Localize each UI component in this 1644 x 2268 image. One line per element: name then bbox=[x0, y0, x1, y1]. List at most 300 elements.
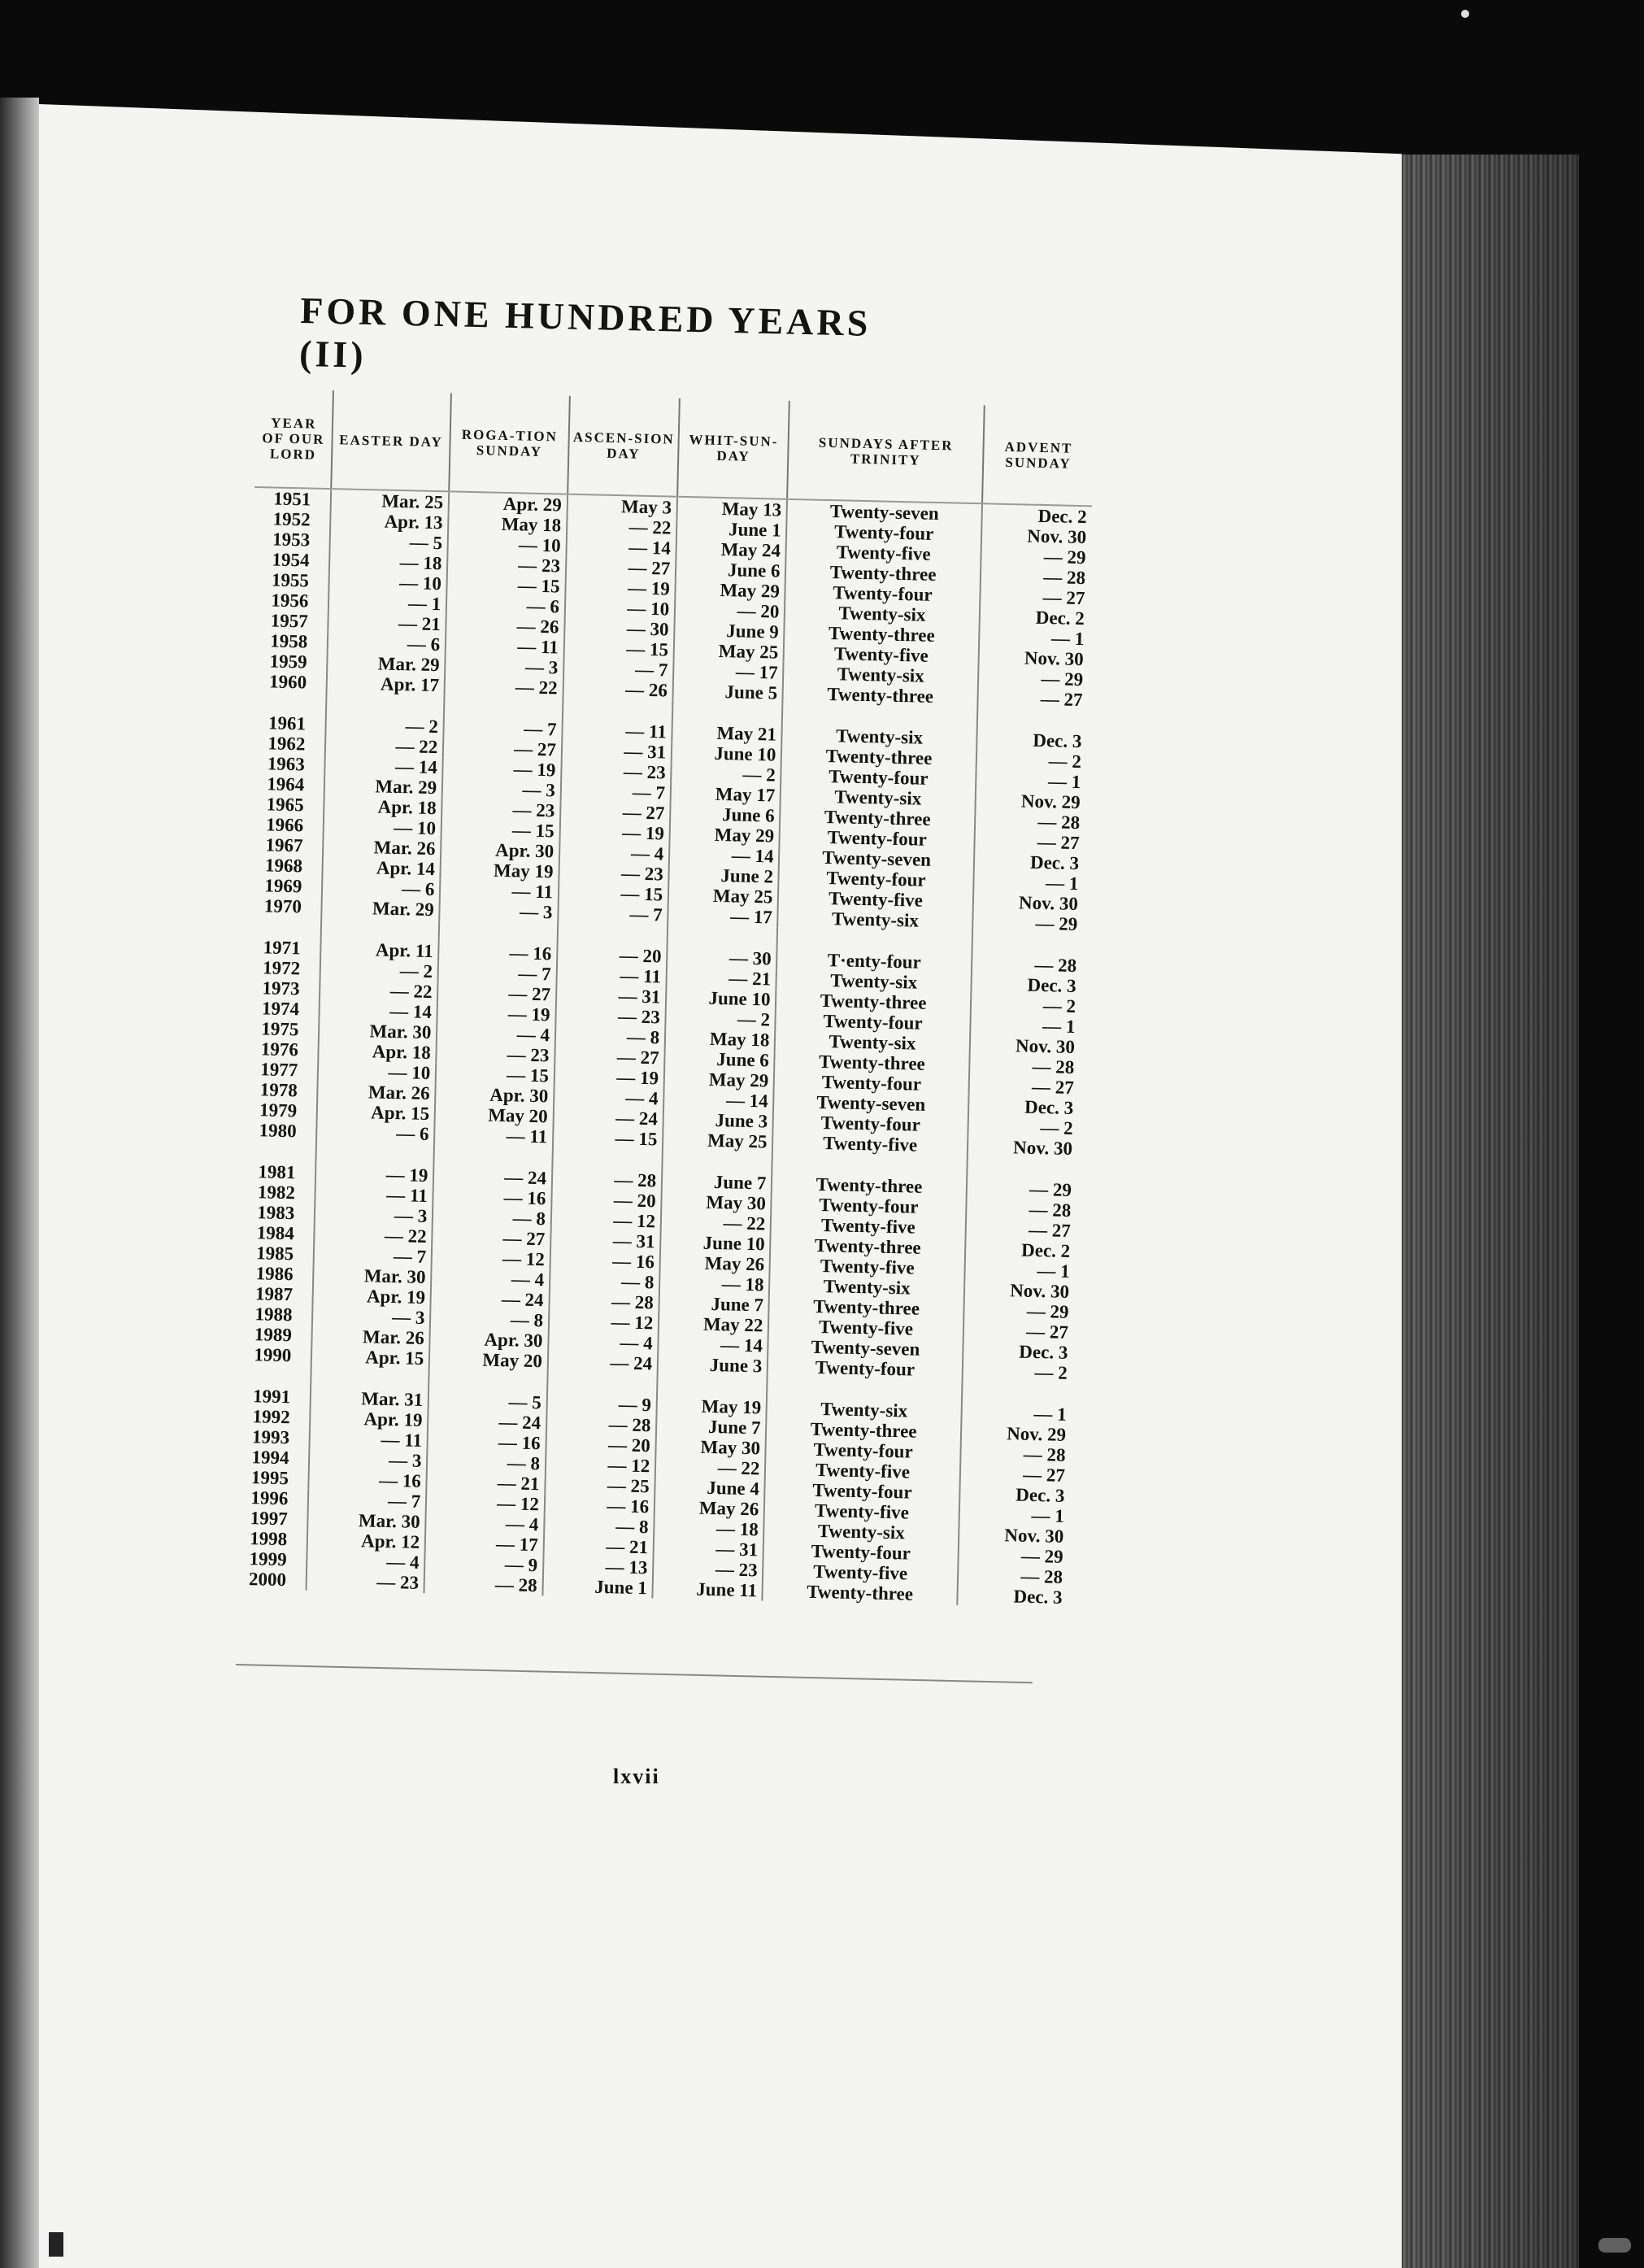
cell-year: 1966 bbox=[265, 814, 304, 836]
cell-rogation: — 23 bbox=[447, 553, 566, 576]
cell-ascension: — 4 bbox=[559, 842, 670, 864]
cell-rogation: — 12 bbox=[426, 1491, 545, 1514]
cell-trinity: Twenty-six bbox=[776, 969, 972, 994]
cell-year: 1970 bbox=[263, 895, 302, 917]
cell-year: 1968 bbox=[264, 855, 303, 877]
cell-ascension: — 12 bbox=[546, 1453, 656, 1476]
cell-whitsun: — 2 bbox=[671, 763, 781, 786]
cell-advent: — 29 bbox=[963, 1299, 1074, 1322]
cell-ascension: — 11 bbox=[562, 699, 672, 742]
cell-rogation: — 4 bbox=[431, 1267, 550, 1290]
cell-rogation: — 11 bbox=[440, 879, 559, 902]
cell-easter: — 1 bbox=[328, 591, 446, 614]
cell-year: 1984 bbox=[256, 1222, 295, 1244]
cell-whitsun: June 10 bbox=[672, 742, 782, 765]
cell-ascension: — 10 bbox=[565, 597, 676, 620]
cell-advent: Nov. 30 bbox=[981, 525, 1092, 547]
cell-year: 1953 bbox=[272, 529, 311, 551]
cell-year: 1988 bbox=[254, 1304, 293, 1326]
cell-easter: Mar. 30 bbox=[307, 1509, 426, 1532]
cell-year: 1969 bbox=[264, 875, 302, 897]
cell-easter: Apr. 19 bbox=[312, 1285, 431, 1308]
cell-rogation: Apr. 29 bbox=[449, 491, 568, 515]
cell-advent: — 27 bbox=[980, 586, 1090, 608]
cell-easter: — 19 bbox=[315, 1142, 434, 1186]
cell-rogation: — 23 bbox=[441, 798, 560, 821]
cell-advent: — 28 bbox=[975, 810, 1085, 833]
cell-easter: — 2 bbox=[325, 693, 445, 737]
column-header-rogation: ROGA-TION SUNDAY bbox=[449, 393, 569, 494]
cell-year: 1957 bbox=[270, 610, 309, 632]
cell-advent: — 2 bbox=[970, 994, 1081, 1016]
cell-trinity: Twenty-four bbox=[779, 867, 974, 891]
cell-advent: Dec. 3 bbox=[976, 707, 1087, 751]
cell-trinity: Twenty-three bbox=[785, 622, 980, 646]
cell-ascension: — 23 bbox=[555, 1005, 666, 1028]
cell-whitsun: — 14 bbox=[663, 1089, 774, 1112]
cell-ascension: — 27 bbox=[560, 801, 671, 824]
cell-easter: Mar. 29 bbox=[327, 652, 446, 675]
cell-advent: Dec. 2 bbox=[965, 1238, 1076, 1261]
cell-rogation: — 8 bbox=[433, 1206, 551, 1229]
cell-advent: Nov. 30 bbox=[978, 646, 1089, 669]
cell-whitsun: May 22 bbox=[659, 1313, 769, 1336]
cell-easter: Mar. 31 bbox=[310, 1366, 429, 1410]
cell-whitsun: — 17 bbox=[673, 660, 784, 683]
cell-easter: Mar. 30 bbox=[313, 1265, 432, 1287]
cell-trinity: Twenty-four bbox=[786, 520, 981, 545]
cell-advent: Dec. 3 bbox=[957, 1585, 1068, 1608]
cell-trinity: Twenty-three bbox=[763, 1580, 958, 1604]
cell-whitsun: — 2 bbox=[665, 1008, 776, 1030]
cell-advent: Nov. 30 bbox=[964, 1279, 1075, 1302]
cell-easter: Mar. 26 bbox=[323, 836, 441, 859]
cell-year: 1978 bbox=[259, 1079, 298, 1101]
cell-year: 1980 bbox=[259, 1120, 297, 1142]
cell-advent: — 2 bbox=[962, 1360, 1072, 1383]
cell-ascension: — 24 bbox=[548, 1351, 659, 1373]
cell-trinity: Twenty-seven bbox=[779, 847, 974, 871]
cell-advent: Nov. 30 bbox=[972, 891, 1083, 914]
cell-whitsun: May 30 bbox=[656, 1435, 767, 1458]
cell-easter: — 10 bbox=[317, 1060, 436, 1083]
cell-rogation: — 4 bbox=[437, 1022, 555, 1045]
cell-whitsun: May 24 bbox=[676, 538, 787, 561]
cell-year: 1987 bbox=[254, 1283, 294, 1305]
cell-whitsun: May 29 bbox=[675, 579, 785, 602]
cell-easter: — 3 bbox=[309, 1448, 428, 1471]
column-header-easter: EASTER DAY bbox=[331, 390, 451, 491]
cell-year: 1977 bbox=[260, 1059, 298, 1081]
cell-trinity: Twenty-three bbox=[783, 683, 978, 707]
cell-easter: — 5 bbox=[329, 530, 448, 553]
cell-rogation: — 15 bbox=[447, 573, 566, 596]
cell-easter: — 23 bbox=[306, 1570, 424, 1593]
cell-advent: — 29 bbox=[972, 912, 1083, 934]
cell-ascension: — 31 bbox=[550, 1229, 661, 1252]
cell-trinity: Twenty-five bbox=[770, 1255, 965, 1279]
cell-year: 1963 bbox=[267, 753, 306, 775]
cell-easter: — 10 bbox=[328, 571, 447, 594]
cell-advent: Nov. 30 bbox=[959, 1524, 1069, 1547]
cell-trinity: Twenty-three bbox=[769, 1295, 964, 1320]
cell-easter: Apr. 12 bbox=[307, 1530, 425, 1552]
cell-whitsun: May 30 bbox=[661, 1191, 772, 1214]
cell-ascension: — 7 bbox=[563, 658, 674, 681]
cell-trinity: Twenty-three bbox=[772, 1152, 967, 1198]
cell-rogation: — 11 bbox=[446, 634, 564, 657]
cell-trinity: Twenty-six bbox=[778, 908, 973, 932]
cell-rogation: — 21 bbox=[427, 1471, 546, 1494]
cell-whitsun: — 18 bbox=[654, 1517, 764, 1539]
cell-year: 1958 bbox=[270, 630, 308, 652]
cell-advent: — 27 bbox=[977, 687, 1088, 710]
cell-year: 1983 bbox=[257, 1202, 295, 1224]
cell-trinity: Twenty-three bbox=[780, 806, 975, 830]
cell-rogation: — 24 bbox=[431, 1287, 550, 1310]
cell-ascension: — 19 bbox=[559, 821, 670, 844]
cell-year: 1960 bbox=[268, 671, 307, 693]
cell-trinity: Twenty-five bbox=[768, 1316, 963, 1340]
cell-year: 1993 bbox=[251, 1426, 290, 1448]
cell-year: 1994 bbox=[251, 1447, 289, 1469]
cell-whitsun: May 29 bbox=[664, 1069, 775, 1091]
cell-rogation: — 27 bbox=[437, 982, 556, 1004]
cell-ascension: — 22 bbox=[567, 516, 677, 538]
cell-advent: — 27 bbox=[963, 1320, 1073, 1343]
cell-year: 1964 bbox=[267, 773, 305, 795]
cell-ascension: — 16 bbox=[545, 1494, 655, 1517]
cell-ascension: — 8 bbox=[555, 1025, 666, 1048]
cell-whitsun: — 20 bbox=[675, 599, 785, 622]
cell-year: 1952 bbox=[272, 508, 311, 530]
cell-easter: — 6 bbox=[316, 1121, 435, 1144]
cell-whitsun: June 2 bbox=[668, 864, 779, 887]
cell-whitsun: — 31 bbox=[654, 1537, 764, 1560]
cell-rogation: — 8 bbox=[430, 1308, 549, 1330]
cell-year: 1989 bbox=[254, 1324, 293, 1346]
cell-whitsun: May 13 bbox=[677, 497, 788, 520]
cell-rogation: — 15 bbox=[436, 1063, 555, 1086]
cell-easter: — 4 bbox=[307, 1550, 425, 1573]
cell-ascension: — 16 bbox=[550, 1249, 660, 1272]
cell-whitsun: — 14 bbox=[669, 844, 780, 867]
cell-ascension: — 30 bbox=[564, 617, 675, 640]
cell-trinity: Twenty-five bbox=[786, 541, 981, 565]
cell-trinity: Twenty-four bbox=[785, 581, 981, 606]
cell-year: 1971 bbox=[263, 937, 302, 959]
cell-advent: — 1 bbox=[959, 1504, 1069, 1526]
cell-trinity: Twenty-four bbox=[768, 1356, 963, 1381]
cell-whitsun: June 11 bbox=[653, 1578, 763, 1600]
cell-year: 1967 bbox=[265, 834, 303, 856]
scan-speck bbox=[1461, 10, 1469, 18]
cell-trinity: Twenty-six bbox=[782, 703, 977, 749]
cell-whitsun: June 6 bbox=[676, 559, 786, 581]
cell-rogation: — 7 bbox=[444, 695, 563, 739]
cell-easter: Apr. 13 bbox=[330, 510, 449, 533]
cell-trinity: Twenty-six bbox=[785, 602, 980, 626]
cell-advent: — 28 bbox=[966, 1198, 1076, 1221]
cell-advent: — 28 bbox=[960, 1443, 1071, 1465]
cell-rogation: — 17 bbox=[425, 1532, 544, 1555]
cell-trinity: Twenty-five bbox=[771, 1214, 966, 1238]
cell-easter: Mar. 30 bbox=[318, 1020, 437, 1043]
cell-easter: — 6 bbox=[327, 632, 446, 655]
cell-easter: — 22 bbox=[314, 1224, 433, 1247]
scan-artifact bbox=[1598, 2238, 1631, 2253]
cell-ascension: — 27 bbox=[566, 556, 676, 579]
cell-year: 1976 bbox=[260, 1038, 299, 1060]
cell-advent: Nov. 30 bbox=[969, 1034, 1080, 1057]
cell-advent: Dec. 2 bbox=[981, 503, 1092, 527]
cell-rogation: — 24 bbox=[433, 1144, 553, 1188]
cell-ascension: — 20 bbox=[557, 923, 668, 967]
cell-rogation: — 9 bbox=[424, 1552, 543, 1575]
cell-easter: Mar. 26 bbox=[311, 1326, 430, 1348]
column-header-trinity: SUNDAYS AFTER TRINITY bbox=[788, 401, 985, 503]
cell-ascension: — 11 bbox=[556, 964, 667, 987]
cell-whitsun: May 29 bbox=[670, 824, 781, 847]
cell-year: 1996 bbox=[250, 1487, 289, 1509]
cell-year: 1981 bbox=[258, 1161, 296, 1183]
cell-year: 1985 bbox=[255, 1243, 294, 1265]
cell-ascension: May 3 bbox=[568, 494, 678, 518]
cell-whitsun: June 6 bbox=[664, 1048, 775, 1071]
cell-ascension: — 7 bbox=[561, 781, 672, 803]
cell-easter: — 6 bbox=[321, 877, 440, 899]
cell-rogation: May 20 bbox=[435, 1104, 554, 1126]
cell-easter: — 7 bbox=[313, 1244, 432, 1267]
cell-whitsun: — 23 bbox=[653, 1557, 763, 1580]
cell-whitsun: June 6 bbox=[670, 803, 781, 826]
cell-easter: — 3 bbox=[314, 1204, 433, 1226]
cell-ascension: — 26 bbox=[563, 678, 673, 701]
cell-whitsun: June 7 bbox=[656, 1415, 767, 1438]
cell-advent: — 28 bbox=[958, 1565, 1068, 1587]
cell-trinity: Twenty-seven bbox=[768, 1336, 963, 1360]
cell-ascension: — 15 bbox=[559, 882, 669, 905]
cell-rogation: — 4 bbox=[425, 1512, 544, 1534]
cell-ascension: — 12 bbox=[551, 1208, 662, 1231]
cell-trinity: Twenty-five bbox=[784, 642, 979, 667]
cell-year: 1998 bbox=[249, 1528, 288, 1550]
cell-rogation: Apr. 30 bbox=[430, 1328, 549, 1351]
cell-rogation: — 16 bbox=[438, 920, 558, 964]
cell-ascension: — 19 bbox=[555, 1066, 665, 1089]
cell-advent: — 1 bbox=[970, 1014, 1081, 1037]
cell-trinity: Twenty-five bbox=[764, 1500, 959, 1524]
cell-advent: — 1 bbox=[979, 626, 1089, 649]
cell-whitsun: June 10 bbox=[666, 987, 776, 1010]
cell-ascension: — 31 bbox=[556, 985, 667, 1008]
cell-whitsun: May 25 bbox=[668, 885, 779, 908]
cell-year: 1972 bbox=[262, 957, 301, 979]
cell-advent: Nov. 29 bbox=[961, 1422, 1072, 1445]
cell-rogation: — 16 bbox=[433, 1186, 552, 1208]
cell-rogation: Apr. 30 bbox=[435, 1083, 554, 1106]
cell-year: 1995 bbox=[250, 1467, 289, 1489]
cell-advent: Dec. 2 bbox=[979, 606, 1089, 629]
column-header-whitsun: WHIT-SUN-DAY bbox=[677, 398, 789, 499]
cell-whitsun: June 1 bbox=[676, 518, 787, 541]
cell-trinity: Twenty-seven bbox=[787, 499, 982, 525]
cell-year: 1999 bbox=[249, 1548, 287, 1570]
cell-trinity: Twenty-six bbox=[781, 786, 976, 810]
cell-whitsun: June 10 bbox=[660, 1232, 771, 1255]
cell-trinity: Twenty-six bbox=[767, 1377, 962, 1422]
cell-ascension: — 23 bbox=[561, 760, 672, 783]
cell-easter: — 14 bbox=[319, 999, 437, 1022]
cell-rogation: Apr. 30 bbox=[441, 838, 559, 861]
cell-year: 1956 bbox=[271, 590, 309, 612]
cell-ascension: — 31 bbox=[562, 740, 672, 763]
cell-trinity: Twenty-five bbox=[765, 1459, 960, 1483]
cell-ascension: — 20 bbox=[546, 1433, 656, 1456]
cell-year: 1962 bbox=[267, 733, 306, 755]
cell-whitsun: — 21 bbox=[667, 967, 777, 990]
cell-ascension: — 4 bbox=[548, 1330, 659, 1353]
cell-ascension: — 7 bbox=[558, 903, 668, 925]
cell-easter: Apr. 11 bbox=[320, 917, 440, 961]
cell-advent: — 28 bbox=[969, 1055, 1080, 1077]
cell-whitsun: — 14 bbox=[658, 1334, 768, 1356]
cell-easter: — 14 bbox=[324, 755, 443, 777]
cell-whitsun: June 9 bbox=[674, 620, 785, 642]
cell-whitsun: June 3 bbox=[663, 1109, 774, 1132]
cell-trinity: Twenty-four bbox=[774, 1071, 969, 1095]
cell-ascension: — 4 bbox=[554, 1086, 664, 1109]
cell-easter: Apr. 18 bbox=[318, 1040, 437, 1063]
cell-rogation: — 19 bbox=[437, 1002, 556, 1025]
cell-ascension: — 19 bbox=[565, 577, 676, 599]
cell-year: 1974 bbox=[261, 998, 300, 1020]
cell-ascension: — 9 bbox=[546, 1371, 657, 1415]
cell-rogation: — 3 bbox=[440, 899, 559, 922]
cell-whitsun: June 7 bbox=[662, 1150, 772, 1194]
cell-advent: Nov. 30 bbox=[968, 1136, 1078, 1159]
cell-advent: — 1 bbox=[973, 871, 1084, 894]
cell-year: 1954 bbox=[272, 549, 310, 571]
cell-whitsun: May 26 bbox=[655, 1496, 765, 1519]
cell-trinity: Twenty-three bbox=[785, 561, 981, 586]
cell-whitsun: May 21 bbox=[672, 701, 782, 745]
cell-trinity: Twenty-three bbox=[776, 990, 971, 1014]
cell-ascension: — 28 bbox=[552, 1147, 663, 1191]
cell-trinity: Twenty-three bbox=[770, 1234, 965, 1259]
binding-edge bbox=[0, 98, 39, 2268]
cell-ascension: — 28 bbox=[546, 1413, 657, 1435]
movable-feasts-table bbox=[230, 389, 1094, 1608]
cell-rogation: — 3 bbox=[442, 777, 561, 800]
cell-easter: — 21 bbox=[328, 612, 446, 634]
cell-easter: — 2 bbox=[320, 959, 438, 982]
cell-advent: — 2 bbox=[976, 749, 1086, 772]
cell-advent: — 29 bbox=[966, 1156, 1076, 1200]
cell-whitsun: May 25 bbox=[663, 1130, 773, 1152]
cell-easter: — 3 bbox=[312, 1305, 431, 1328]
cell-rogation: — 6 bbox=[446, 594, 565, 616]
cell-year: 1965 bbox=[266, 794, 304, 816]
cell-year: 1975 bbox=[261, 1018, 299, 1040]
cell-ascension: — 8 bbox=[550, 1269, 660, 1292]
cell-easter: — 16 bbox=[308, 1469, 427, 1491]
cell-rogation: — 19 bbox=[442, 757, 561, 780]
cell-rogation: — 27 bbox=[432, 1226, 550, 1249]
cell-advent: — 29 bbox=[978, 667, 1089, 690]
cell-year: 1951 bbox=[272, 488, 311, 510]
cell-rogation: — 5 bbox=[428, 1369, 548, 1413]
cell-whitsun: May 17 bbox=[671, 783, 781, 806]
cell-trinity: Twenty-four bbox=[776, 1010, 971, 1034]
cell-trinity: Twenty-four bbox=[772, 1194, 967, 1218]
cell-easter: Apr. 19 bbox=[310, 1408, 428, 1430]
cell-ascension: — 13 bbox=[543, 1555, 654, 1578]
cell-year: 1979 bbox=[259, 1099, 298, 1121]
cell-whitsun: May 19 bbox=[657, 1373, 768, 1417]
column-header-year: YEAR OF OUR LORD bbox=[254, 389, 333, 489]
cell-easter: — 7 bbox=[307, 1489, 426, 1512]
cell-trinity: Twenty-six bbox=[783, 663, 978, 687]
cell-easter: — 11 bbox=[315, 1183, 433, 1206]
column-header-ascension: ASCEN-SION DAY bbox=[568, 396, 680, 497]
cell-easter: Apr. 15 bbox=[316, 1101, 435, 1124]
cell-ascension: — 15 bbox=[553, 1127, 663, 1150]
cell-whitsun: — 18 bbox=[659, 1273, 770, 1295]
cell-rogation: — 7 bbox=[438, 961, 557, 984]
cell-advent: — 1 bbox=[961, 1381, 1072, 1425]
cell-year: 1990 bbox=[254, 1344, 292, 1366]
cell-easter: Mar. 26 bbox=[317, 1081, 436, 1104]
cell-easter: Mar. 29 bbox=[324, 775, 442, 798]
cell-trinity: Twenty-five bbox=[772, 1132, 968, 1156]
cell-rogation: — 26 bbox=[446, 614, 564, 637]
cell-rogation: May 19 bbox=[441, 859, 559, 882]
cell-year: 1955 bbox=[271, 569, 310, 591]
cell-trinity: Twenty-seven bbox=[773, 1091, 968, 1116]
cell-easter: Apr. 17 bbox=[326, 673, 445, 695]
cell-trinity: T·enty-four bbox=[776, 928, 972, 973]
cell-advent: Dec. 3 bbox=[971, 973, 1081, 996]
cell-whitsun: June 3 bbox=[658, 1353, 768, 1376]
cell-trinity: Twenty-three bbox=[766, 1418, 961, 1443]
cell-advent: — 27 bbox=[968, 1075, 1079, 1098]
column-header-advent: ADVENT SUNDAY bbox=[982, 405, 1094, 506]
cell-whitsun: May 26 bbox=[660, 1252, 771, 1275]
cell-trinity: Twenty-four bbox=[773, 1112, 968, 1136]
cell-whitsun: May 18 bbox=[665, 1028, 776, 1051]
cell-year: 1982 bbox=[257, 1182, 296, 1204]
cell-rogation: — 23 bbox=[437, 1043, 555, 1065]
cell-rogation: — 12 bbox=[432, 1247, 550, 1269]
cell-advent: — 1 bbox=[976, 769, 1086, 792]
cell-advent: — 28 bbox=[972, 932, 1082, 976]
table-header-row bbox=[254, 389, 1094, 506]
cell-year: 1997 bbox=[250, 1508, 289, 1530]
cell-ascension: — 21 bbox=[543, 1534, 654, 1557]
cell-advent: — 27 bbox=[974, 830, 1085, 853]
cell-rogation: — 3 bbox=[445, 655, 563, 677]
cell-whitsun: June 5 bbox=[673, 681, 784, 703]
cell-trinity: Twenty-four bbox=[766, 1439, 961, 1463]
cell-advent: Dec. 3 bbox=[968, 1095, 1079, 1118]
cell-ascension: — 15 bbox=[564, 638, 675, 660]
cell-advent: Dec. 3 bbox=[973, 851, 1084, 873]
cell-rogation: — 27 bbox=[443, 737, 562, 760]
cell-easter: — 22 bbox=[320, 979, 438, 1002]
cell-whitsun: — 30 bbox=[667, 925, 777, 969]
cell-trinity: Twenty-three bbox=[781, 745, 976, 769]
